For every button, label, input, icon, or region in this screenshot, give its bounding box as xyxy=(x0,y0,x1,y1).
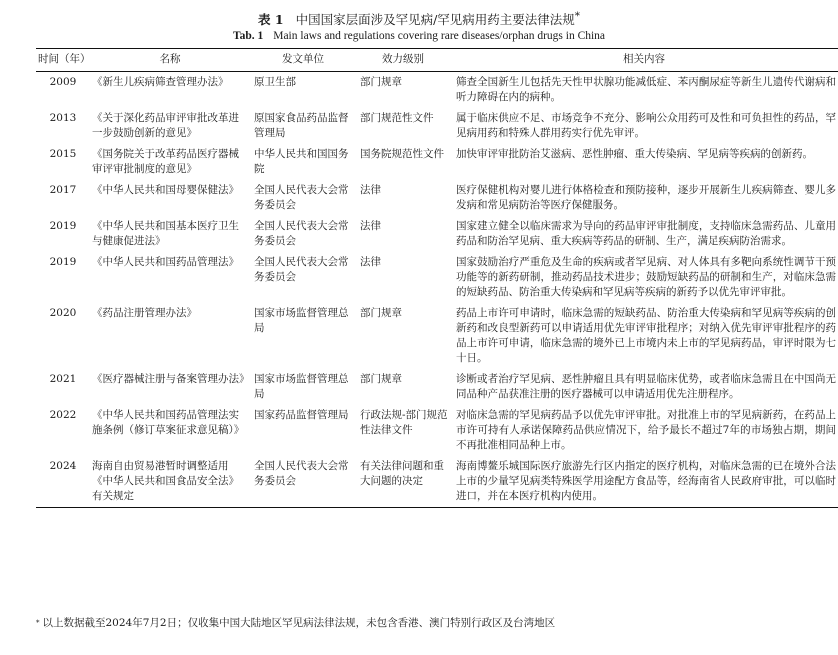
row-content: 医疗保健机构对婴儿进行体格检查和预防接种，逐步开展新生儿疾病筛查、婴儿多发病和常见病防治等医疗保健服务。 xyxy=(456,184,836,211)
row-level: 法律 xyxy=(360,256,381,268)
row-level: 国务院规范性文件 xyxy=(360,148,444,160)
row-content: 国家建立健全以临床需求为导向的药品审评审批制度，支持临床急需药品、儿童用药品和防治罕见病、重大疾病等药品的研制、生产，满足疾病防治需求。 xyxy=(456,220,836,247)
table-row xyxy=(36,303,838,369)
row-content: 诊断或者治疗罕见病、恶性肿瘤且具有明显临床优势，或者临床急需且在中国尚无同品种产品获准注册的医疗器械可以申请适用优先注册程序。 xyxy=(456,373,836,400)
row-name: 海南自由贸易港暂时调整适用《中华人民共和国食品安全法》有关规定 xyxy=(90,456,250,508)
table-caption-en xyxy=(0,28,838,44)
row-dept: 全国人民代表大会常务委员会 xyxy=(254,184,349,211)
laws-table xyxy=(36,48,838,508)
row-dept: 国家市场监督管理总局 xyxy=(254,373,349,400)
row-content: 国家鼓励治疗严重危及生命的疾病或者罕见病、对人体具有多靶向系统性调节干预功能等的新药研制，推动药品技术进步；鼓励短缺药品的研制和生产，对临床急需的短缺药品、防治重大传染病和罕见病等疾病的新药予以优先审评审批。 xyxy=(456,256,836,298)
table-row xyxy=(36,72,838,109)
row-dept: 原卫生部 xyxy=(254,76,296,88)
header-year: 时间（年） xyxy=(36,49,90,72)
row-content: 海南博鳌乐城国际医疗旅游先行区内指定的医疗机构，对临床急需的已在境外合法上市的少量罕见病类特殊医学用途配方食品等，经海南省人民政府审批，可以临时进口，并在本医疗机构内使用。 xyxy=(450,456,838,508)
table-row xyxy=(36,108,838,144)
row-level: 法律 xyxy=(360,220,381,232)
row-name: 《关于深化药品审评审批改革进一步鼓励创新的意见》 xyxy=(92,112,239,139)
row-year: 2021 xyxy=(49,373,77,385)
footnote-marker: * xyxy=(36,619,40,627)
row-dept: 中华人民共和国国务院 xyxy=(254,148,349,175)
row-year: 2017 xyxy=(49,184,77,196)
header-name: 名称 xyxy=(90,49,250,72)
header-content: 相关内容 xyxy=(450,49,838,72)
table-row xyxy=(36,369,838,405)
header-dept: 发文单位 xyxy=(250,49,356,72)
row-year: 2022 xyxy=(49,409,77,421)
row-name: 《国务院关于改革药品医疗器械审评审批制度的意见》 xyxy=(92,148,239,175)
table-header-row xyxy=(36,49,838,72)
row-content: 加快审评审批防治艾滋病、恶性肿瘤、重大传染病、罕见病等疾病的创新药。 xyxy=(456,148,813,160)
row-year: 2020 xyxy=(49,307,77,319)
table-caption-zh xyxy=(0,8,838,28)
row-dept: 全国人民代表大会常务委员会 xyxy=(254,220,349,247)
row-dept: 原国家食品药品监督管理局 xyxy=(254,112,349,139)
caption-en-label: Tab. 1 xyxy=(232,30,264,42)
row-name: 《医疗器械注册与备案管理办法》 xyxy=(92,373,250,385)
row-content: 属于临床供应不足、市场竞争不充分、影响公众用药可及性和可负担性的药品，罕见病用药和特殊人群用药实行优先审评。 xyxy=(456,112,836,139)
row-level: 部门规章 xyxy=(360,307,402,319)
header-level: 效力级别 xyxy=(356,49,450,72)
row-dept: 国家药品监督管理局 xyxy=(254,409,349,421)
row-name: 《中华人民共和国母婴保健法》 xyxy=(92,184,239,196)
caption-zh-marker: * xyxy=(574,10,580,22)
table-row xyxy=(36,180,838,216)
table-footnote xyxy=(36,616,836,631)
row-dept: 全国人民代表大会常务委员会 xyxy=(250,456,356,508)
row-name: 《中华人民共和国药品管理法》 xyxy=(92,256,239,268)
row-name: 《新生儿疾病筛查管理办法》 xyxy=(92,76,229,88)
table-row xyxy=(36,216,838,252)
table-row xyxy=(36,405,838,456)
row-year: 2019 xyxy=(49,256,77,268)
row-year: 2024 xyxy=(36,456,90,508)
row-dept: 全国人民代表大会常务委员会 xyxy=(254,256,349,283)
row-level: 部门规范性文件 xyxy=(360,112,434,124)
caption-en-title: Main laws and regulations covering rare diseases/orphan drugs in China xyxy=(273,30,606,42)
row-year: 2015 xyxy=(49,148,77,160)
table-row xyxy=(36,456,838,508)
row-level: 部门规章 xyxy=(360,373,402,385)
row-name: 《中华人民共和国基本医疗卫生与健康促进法》 xyxy=(92,220,239,247)
row-name: 《药品注册管理办法》 xyxy=(92,307,197,319)
row-year: 2009 xyxy=(49,76,77,88)
footnote-text: 以上数据截至2024年7月2日；仅收集中国大陆地区罕见病法律法规，未包含香港、澳门特别行政区及台湾地区 xyxy=(42,617,556,629)
table-row xyxy=(36,252,838,303)
row-level: 法律 xyxy=(360,184,381,196)
caption-zh-title: 中国国家层面涉及罕见病/罕见病用药主要法律法规 xyxy=(295,12,575,28)
row-year: 2013 xyxy=(49,112,77,124)
row-level: 行政法规-部门规范性法律文件 xyxy=(360,409,448,436)
row-content: 药品上市许可申请时，临床急需的短缺药品、防治重大传染病和罕见病等疾病的创新药和改良型新药可以申请适用优先审评审批程序；对纳入优先审评审批程序的药品上市许可申请，临床急需的境外已上市境内未上市的罕见病药品，审评时限为七十日。 xyxy=(456,307,836,364)
row-dept: 国家市场监督管理总局 xyxy=(254,307,349,334)
caption-zh-label: 表 1 xyxy=(258,12,284,28)
row-name: 《中华人民共和国药品管理法实施条例（修订草案征求意见稿）》 xyxy=(92,409,245,436)
row-level: 部门规章 xyxy=(360,76,402,88)
row-year: 2019 xyxy=(49,220,77,232)
row-content: 对临床急需的罕见病药品予以优先审评审批。对批准上市的罕见病新药，在药品上市许可持有人承诺保障药品供应情况下，给予最长不超过7年的市场独占期，期间不再批准相同品种上市。 xyxy=(456,409,836,451)
table-row xyxy=(36,144,838,180)
row-level: 有关法律问题和重大问题的决定 xyxy=(356,456,450,508)
row-content: 筛查全国新生儿包括先天性甲状腺功能减低症、苯丙酮尿症等新生儿遗传代谢病和听力障碍在内的病种。 xyxy=(456,76,836,103)
